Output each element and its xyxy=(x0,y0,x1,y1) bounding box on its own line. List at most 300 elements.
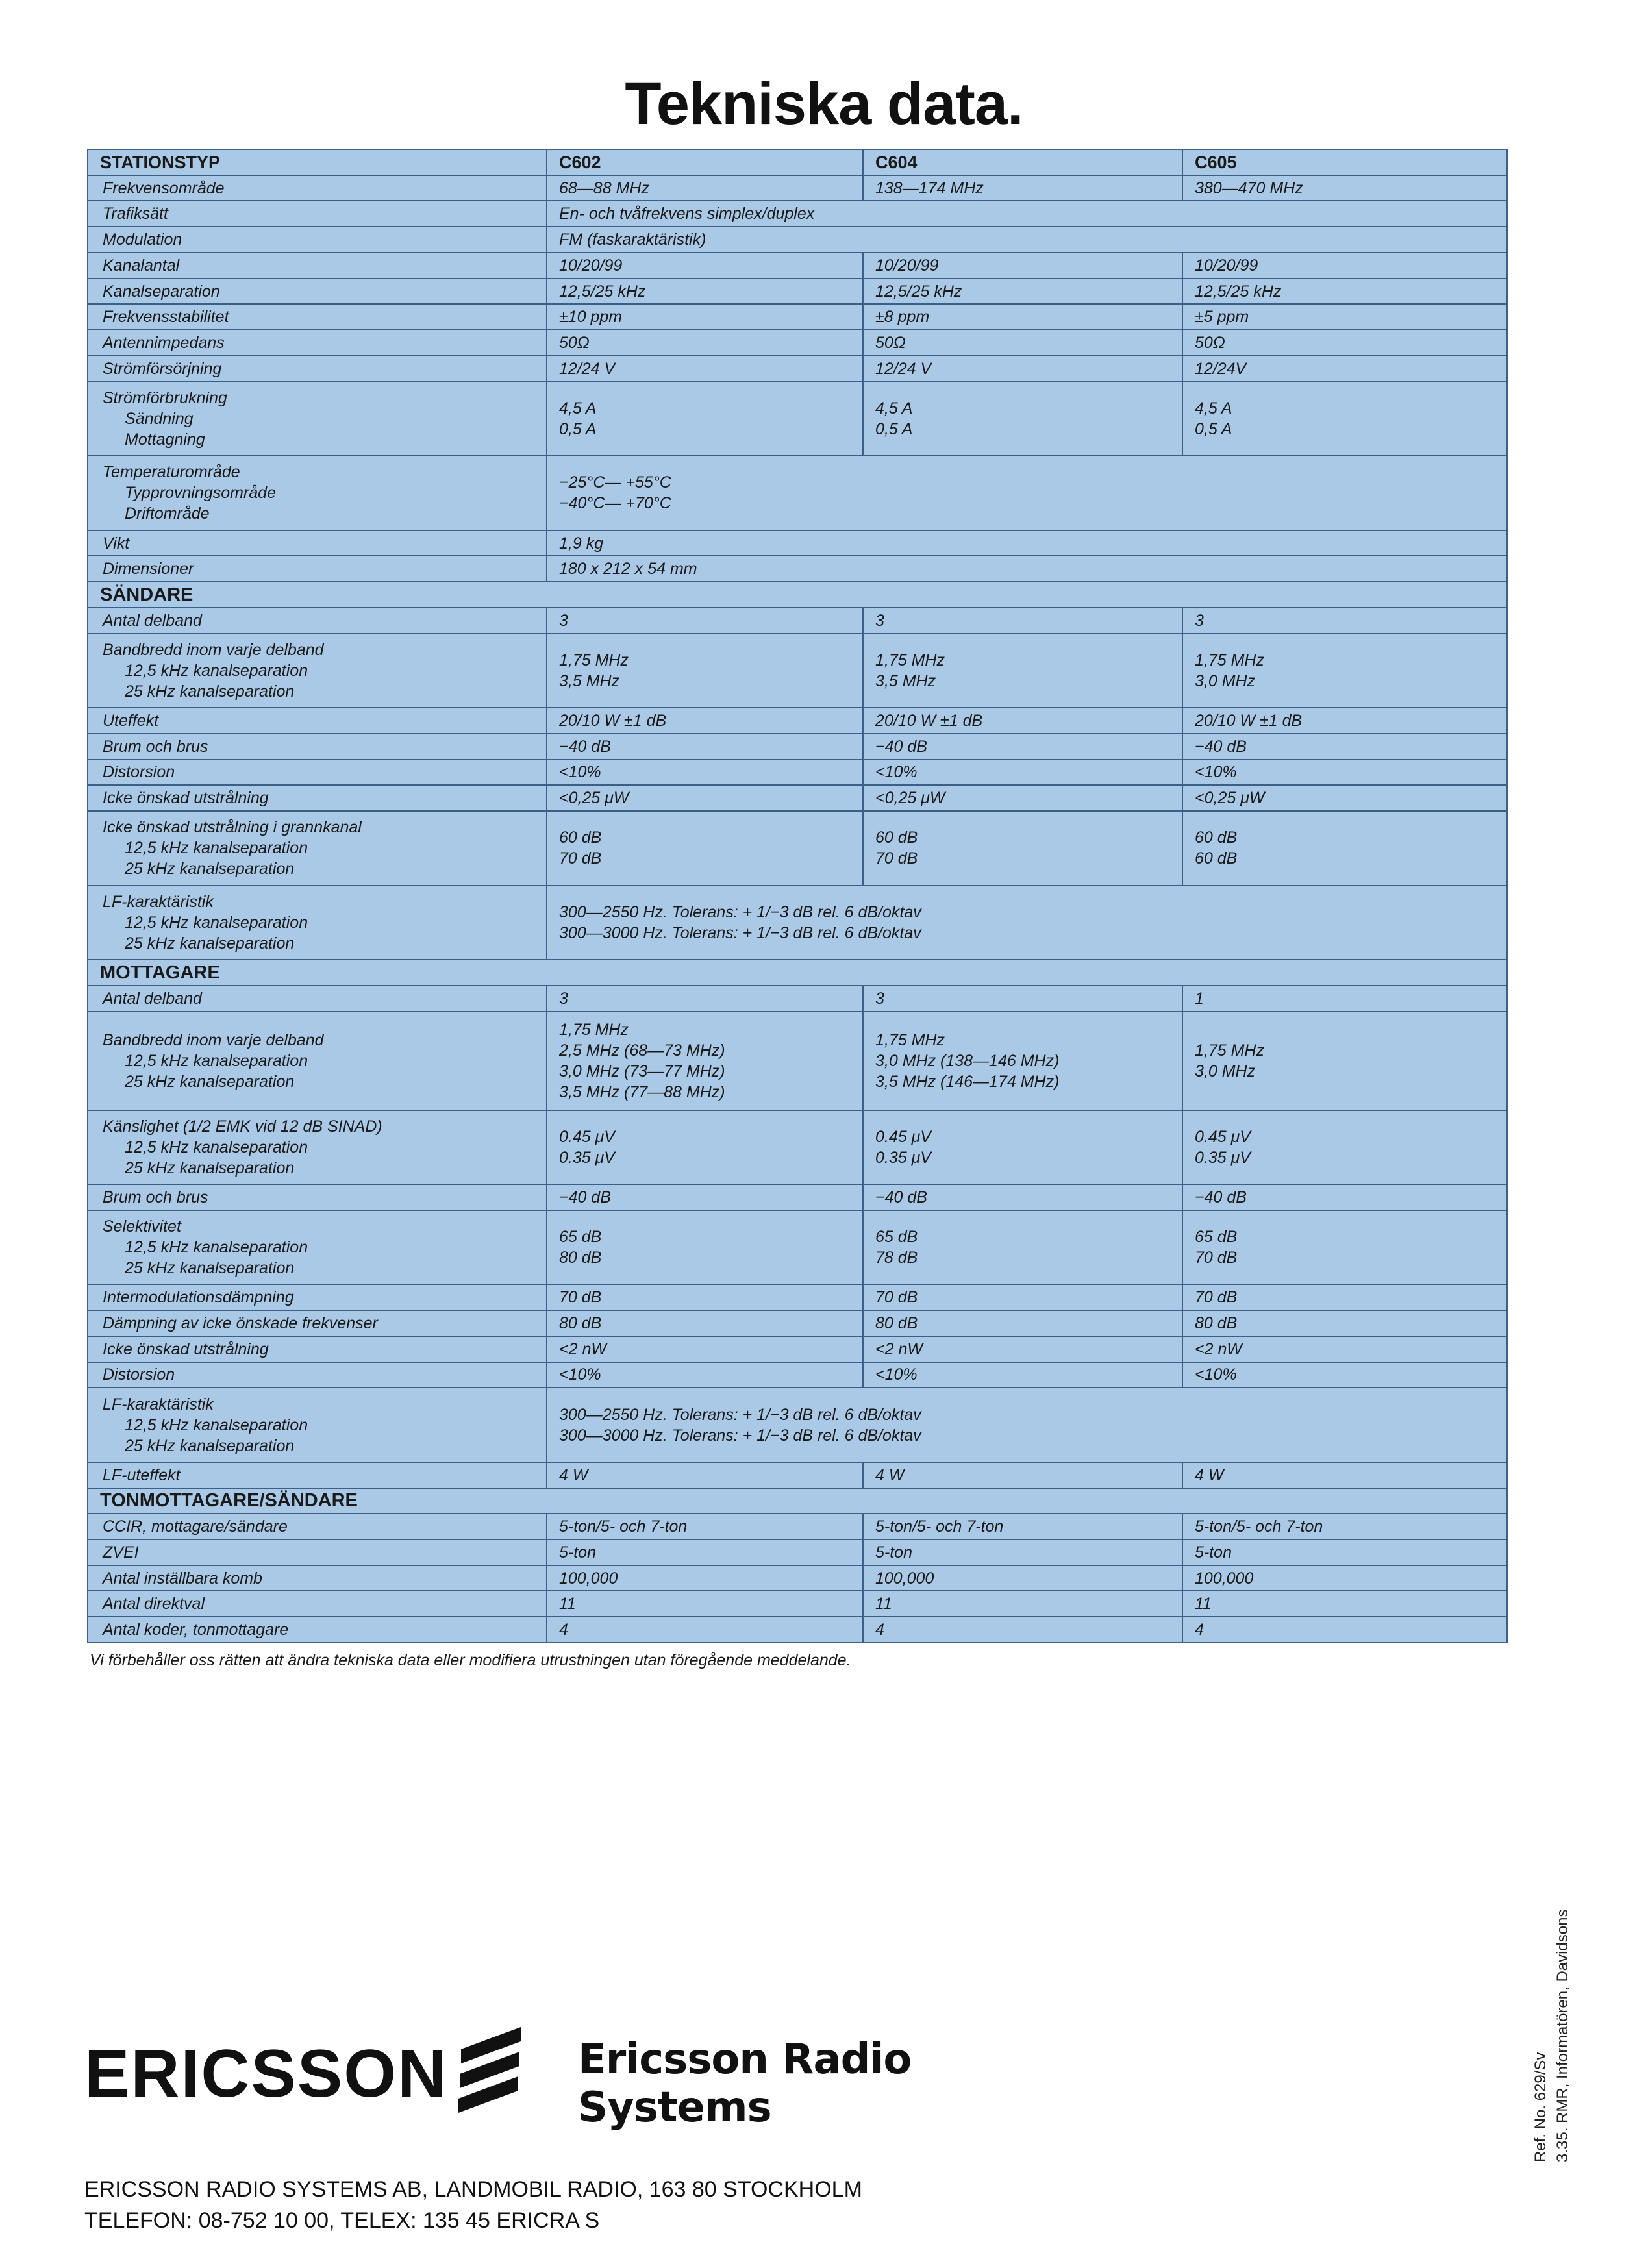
row-label xyxy=(88,734,547,760)
table-cell xyxy=(863,356,1182,382)
label-line: Temperaturområde xyxy=(103,463,240,482)
value-line: 1,75 MHz xyxy=(1195,1041,1264,1060)
value-line: 300—2550 Hz. Tolerans: + 1/−3 dB rel. 6 dB/oktav xyxy=(559,903,921,921)
value-line: 3,0 MHz xyxy=(1195,671,1256,690)
value-line: 65 dB xyxy=(875,1228,918,1247)
label-line: Brum och brus xyxy=(103,737,208,756)
row-label xyxy=(88,811,547,886)
table-cell xyxy=(863,330,1182,356)
table-row xyxy=(88,1565,1507,1591)
value-line: −40°C— +70°C xyxy=(559,494,671,513)
value-line: 3,0 MHz xyxy=(1195,1062,1256,1080)
value-line: 70 dB xyxy=(1195,1288,1238,1307)
label-line: Dämpning av icke önskade frekvenser xyxy=(103,1314,378,1332)
row-label xyxy=(88,330,547,356)
brand-line: Ericsson Radio xyxy=(578,2036,912,2084)
row-label xyxy=(88,1388,547,1462)
value-line: 80 dB xyxy=(559,1249,602,1267)
table-cell xyxy=(863,382,1182,456)
value-line: 70 dB xyxy=(559,1288,602,1307)
value-line: 1,9 kg xyxy=(559,534,604,553)
table-row xyxy=(88,760,1507,786)
row-label xyxy=(88,227,547,253)
value-line: <0,25 μW xyxy=(559,789,629,808)
table-row xyxy=(88,556,1507,582)
sublabel-line: Typprovningsområde xyxy=(125,484,276,503)
table-cell xyxy=(863,1110,1182,1185)
sublabel-line: 12,5 kHz kanalseparation xyxy=(125,1238,308,1257)
table-cell xyxy=(547,279,863,305)
value-line: <10% xyxy=(559,763,601,782)
sublabel-line: 25 kHz kanalseparation xyxy=(125,682,295,701)
table-cell xyxy=(547,556,1507,582)
label-line: LF-karaktäristik xyxy=(103,892,214,911)
ref-line: Ref. No. 629/Sv xyxy=(1532,2052,1549,2162)
table-cell xyxy=(863,253,1182,279)
table-row xyxy=(88,1388,1507,1462)
table-cell xyxy=(547,382,863,456)
brand-line: Systems xyxy=(578,2084,771,2132)
table-cell xyxy=(1182,785,1507,811)
value-line: 5-ton xyxy=(559,1543,596,1562)
table-cell xyxy=(547,734,863,760)
label-line: LF-uteffekt xyxy=(103,1465,181,1484)
table-cell xyxy=(547,304,863,330)
table-row xyxy=(88,175,1507,201)
row-label xyxy=(88,304,547,330)
sublabel-line: Sändning xyxy=(125,409,194,428)
table-cell xyxy=(1182,175,1507,201)
value-line: 3 xyxy=(559,989,568,1008)
value-line: 0.45 μV xyxy=(875,1127,931,1146)
table-cell xyxy=(547,1336,863,1362)
table-cell xyxy=(1182,1110,1507,1185)
label-line: Strömförsörjning xyxy=(103,359,222,378)
table-cell xyxy=(1182,1591,1507,1617)
table-row xyxy=(88,253,1507,279)
value-line: 3,0 MHz (73—77 MHz) xyxy=(559,1062,725,1080)
table-row xyxy=(88,356,1507,382)
value-line: 5-ton/5- och 7-ton xyxy=(559,1517,688,1536)
table-cell xyxy=(863,175,1182,201)
row-label xyxy=(88,1617,547,1643)
table-row xyxy=(88,304,1507,330)
value-line: 1,75 MHz xyxy=(559,651,629,669)
table-cell xyxy=(863,279,1182,305)
label-line: Kanalseparation xyxy=(103,282,220,301)
brand-name xyxy=(578,2036,911,2132)
table-cell xyxy=(547,1210,863,1285)
value-line: −40 dB xyxy=(559,737,611,756)
label-line: Bandbredd inom varje delband xyxy=(103,640,324,659)
value-line: <10% xyxy=(1195,763,1237,782)
label-line: Bandbredd inom varje delband xyxy=(103,1030,324,1049)
value-line: 380—470 MHz xyxy=(1195,179,1303,197)
table-row xyxy=(88,811,1507,886)
value-line: 300—3000 Hz. Tolerans: + 1/−3 dB rel. 6 dB/oktav xyxy=(559,1426,921,1445)
row-label xyxy=(88,1210,547,1285)
value-line: 4 xyxy=(559,1621,568,1639)
label-line: Intermodulationsdämpning xyxy=(103,1288,294,1307)
table-row xyxy=(88,1284,1507,1310)
value-line: 11 xyxy=(875,1595,892,1614)
row-label xyxy=(88,279,547,305)
table-cell xyxy=(1182,1514,1507,1539)
value-line: <2 nW xyxy=(875,1340,923,1358)
table-row xyxy=(88,1110,1507,1185)
table-row xyxy=(88,986,1507,1012)
row-label xyxy=(88,1462,547,1488)
table-cell xyxy=(547,330,863,356)
value-line: 2,5 MHz (68—73 MHz) xyxy=(559,1041,725,1060)
label-line: Icke önskad utstrålning xyxy=(103,1340,269,1358)
table-cell xyxy=(1182,1310,1507,1336)
table-cell xyxy=(1182,608,1507,634)
table-cell xyxy=(547,456,1507,530)
table-cell xyxy=(1182,382,1507,456)
table-row xyxy=(88,734,1507,760)
table-cell xyxy=(1182,1617,1507,1643)
table-cell xyxy=(1182,1462,1507,1488)
table-cell xyxy=(547,608,863,634)
table-cell xyxy=(547,175,863,201)
label-line: LF-karaktäristik xyxy=(103,1395,214,1414)
value-line: −25°C— +55°C xyxy=(559,473,671,492)
sublabel-line: 25 kHz kanalseparation xyxy=(125,1436,295,1455)
value-line: <2 nW xyxy=(559,1340,606,1358)
row-label xyxy=(88,530,547,556)
table-cell xyxy=(547,760,863,786)
value-line: −40 dB xyxy=(559,1188,611,1206)
table-cell xyxy=(1182,634,1507,708)
table-header-row xyxy=(88,149,1507,175)
table-cell xyxy=(547,1462,863,1488)
label-line: Antal delband xyxy=(103,989,202,1008)
table-cell xyxy=(863,304,1182,330)
value-line: 4 W xyxy=(875,1465,905,1484)
value-line: 100,000 xyxy=(1195,1569,1254,1588)
row-label xyxy=(88,201,547,227)
table-cell xyxy=(547,1310,863,1336)
value-line: En- och tvåfrekvens simplex/duplex xyxy=(559,205,815,223)
table-row xyxy=(88,382,1507,456)
table-cell xyxy=(547,634,863,708)
label-line: Icke önskad utstrålning i grannkanal xyxy=(103,818,362,837)
table-cell xyxy=(547,1514,863,1539)
value-line: 12,5/25 kHz xyxy=(1195,282,1282,301)
company-address xyxy=(84,2174,862,2236)
value-line: 80 dB xyxy=(1195,1314,1238,1332)
table-row xyxy=(88,1336,1507,1362)
table-cell xyxy=(1182,986,1507,1012)
section-row xyxy=(88,582,1507,608)
row-label xyxy=(88,1565,547,1591)
reference-number xyxy=(1530,1910,1574,2163)
label-line: Vikt xyxy=(103,534,130,553)
value-line: ±10 ppm xyxy=(559,308,623,327)
table-cell xyxy=(547,1539,863,1565)
sublabel-line: 25 kHz kanalseparation xyxy=(125,1259,295,1278)
value-line: 3,5 MHz (146—174 MHz) xyxy=(875,1072,1060,1091)
address-line: ERICSSON RADIO SYSTEMS AB, LANDMOBIL RADIO, 163 80 STOCKHOLM xyxy=(84,2177,862,2202)
label-line: CCIR, mottagare/sändare xyxy=(103,1517,288,1536)
column-header: C602 xyxy=(547,149,863,175)
table-cell xyxy=(1182,1539,1507,1565)
label-line: Dimensioner xyxy=(103,560,194,579)
table-cell xyxy=(547,201,1507,227)
label-line: Distorsion xyxy=(103,1365,175,1384)
value-line: 10/20/99 xyxy=(1195,256,1258,275)
value-line: 3 xyxy=(1195,611,1204,630)
value-line: 60 dB xyxy=(1195,829,1238,847)
table-cell xyxy=(863,1310,1182,1336)
sublabel-line: 12,5 kHz kanalseparation xyxy=(125,661,308,680)
value-line: 4,5 A xyxy=(1195,399,1232,417)
section-heading: TONMOTTAGARE/SÄNDARE xyxy=(88,1488,1507,1514)
value-line: 5-ton xyxy=(875,1543,912,1562)
value-line: 5-ton xyxy=(1195,1543,1232,1562)
label-line: Frekvensstabilitet xyxy=(103,308,229,327)
table-row xyxy=(88,1539,1507,1565)
value-line: <2 nW xyxy=(1195,1340,1242,1358)
table-cell xyxy=(863,1565,1182,1591)
table-cell xyxy=(1182,811,1507,886)
sublabel-line: 12,5 kHz kanalseparation xyxy=(125,1138,308,1156)
table-cell xyxy=(547,253,863,279)
row-label xyxy=(88,556,547,582)
value-line: 0,5 A xyxy=(559,419,597,438)
value-line: 138—174 MHz xyxy=(875,179,984,197)
row-label xyxy=(88,175,547,201)
table-cell xyxy=(863,1362,1182,1388)
value-line: 1,75 MHz xyxy=(559,1020,629,1039)
value-line: 3,0 MHz (138—146 MHz) xyxy=(875,1051,1060,1070)
row-label xyxy=(88,1110,547,1185)
row-label xyxy=(88,356,547,382)
value-line: 0,5 A xyxy=(875,419,913,438)
section-heading: MOTTAGARE xyxy=(88,960,1507,986)
value-line: −40 dB xyxy=(1195,737,1247,756)
row-label xyxy=(88,1362,547,1388)
label-line: ZVEI xyxy=(103,1543,139,1562)
table-cell xyxy=(1182,279,1507,305)
table-cell xyxy=(1182,1184,1507,1210)
spec-table-body xyxy=(88,149,1507,1643)
sublabel-line: 12,5 kHz kanalseparation xyxy=(125,1415,308,1434)
value-line: 0.35 μV xyxy=(1195,1148,1251,1167)
table-cell xyxy=(547,356,863,382)
table-cell xyxy=(547,1565,863,1591)
value-line: 70 dB xyxy=(875,849,918,868)
value-line: 4 xyxy=(1195,1621,1204,1639)
table-cell xyxy=(863,1336,1182,1362)
label-line: Antal inställbara komb xyxy=(103,1569,262,1588)
value-line: −40 dB xyxy=(875,1188,927,1206)
table-row xyxy=(88,227,1507,253)
value-line: 10/20/99 xyxy=(875,256,939,275)
table-cell xyxy=(547,1591,863,1617)
value-line: 3,5 MHz (77—88 MHz) xyxy=(559,1082,725,1101)
value-line: 5-ton/5- och 7-ton xyxy=(1195,1517,1323,1536)
value-line: 300—3000 Hz. Tolerans: + 1/−3 dB rel. 6 dB/oktav xyxy=(559,923,921,942)
table-cell xyxy=(547,530,1507,556)
row-label xyxy=(88,760,547,786)
table-cell xyxy=(863,1539,1182,1565)
table-cell xyxy=(1182,1284,1507,1310)
table-row xyxy=(88,708,1507,734)
table-cell xyxy=(547,1617,863,1643)
ericsson-logo: ERICSSON xyxy=(84,2036,448,2112)
value-line: 0,5 A xyxy=(1195,419,1232,438)
value-line: <10% xyxy=(875,763,918,782)
value-line: 50Ω xyxy=(1195,334,1225,352)
value-line: 100,000 xyxy=(559,1569,618,1588)
section-row xyxy=(88,960,1507,986)
table-row xyxy=(88,456,1507,530)
sublabel-line: 25 kHz kanalseparation xyxy=(125,934,295,953)
table-cell xyxy=(863,1591,1182,1617)
table-cell xyxy=(547,886,1507,960)
value-line: <0,25 μW xyxy=(1195,789,1265,808)
label-line: Icke önskad utstrålning xyxy=(103,789,269,808)
table-cell xyxy=(1182,734,1507,760)
table-row xyxy=(88,1617,1507,1643)
table-cell xyxy=(547,227,1507,253)
label-line: Trafiksätt xyxy=(103,205,168,223)
table-row xyxy=(88,1591,1507,1617)
label-line: Antal direktval xyxy=(103,1595,205,1614)
table-row xyxy=(88,1184,1507,1210)
ericsson-emblem-icon xyxy=(448,2018,532,2115)
value-line: <10% xyxy=(1195,1365,1237,1384)
table-cell xyxy=(863,1514,1182,1539)
value-line: 12/24 V xyxy=(875,359,932,378)
value-line: 70 dB xyxy=(875,1288,918,1307)
table-row xyxy=(88,785,1507,811)
value-line: 10/20/99 xyxy=(559,256,623,275)
sublabel-line: 25 kHz kanalseparation xyxy=(125,860,295,879)
value-line: 5-ton/5- och 7-ton xyxy=(875,1517,1004,1536)
table-cell xyxy=(1182,253,1507,279)
value-line: 0.35 μV xyxy=(875,1148,931,1167)
column-header: C605 xyxy=(1182,149,1507,175)
spec-table xyxy=(87,149,1508,1643)
value-line: 1 xyxy=(1195,989,1204,1008)
table-cell xyxy=(547,708,863,734)
value-line: 80 dB xyxy=(875,1314,918,1332)
table-cell xyxy=(1182,356,1507,382)
value-line: −40 dB xyxy=(875,737,927,756)
row-label xyxy=(88,1591,547,1617)
ref-line: 3.35. RMR, Informatören, Davidsons xyxy=(1554,1909,1571,2162)
table-cell xyxy=(547,986,863,1012)
table-cell xyxy=(1182,330,1507,356)
table-cell xyxy=(863,634,1182,708)
row-label xyxy=(88,1514,547,1539)
sublabel-line: Driftområde xyxy=(125,505,210,523)
row-label xyxy=(88,986,547,1012)
row-label xyxy=(88,1539,547,1565)
value-line: 68—88 MHz xyxy=(559,179,649,197)
section-heading: SÄNDARE xyxy=(88,582,1507,608)
label-line: Frekvensområde xyxy=(103,179,225,197)
row-label xyxy=(88,1184,547,1210)
table-cell xyxy=(1182,1210,1507,1285)
value-line: 50Ω xyxy=(559,334,590,352)
value-line: 300—2550 Hz. Tolerans: + 1/−3 dB rel. 6 dB/oktav xyxy=(559,1405,921,1424)
value-line: 4,5 A xyxy=(875,399,913,417)
value-line: 20/10 W ±1 dB xyxy=(1195,712,1303,730)
row-label xyxy=(88,1310,547,1336)
table-cell xyxy=(863,785,1182,811)
label-line: Uteffekt xyxy=(103,712,159,730)
value-line: 12,5/25 kHz xyxy=(559,282,646,301)
label-line: Känslighet (1/2 EMK vid 12 dB SINAD) xyxy=(103,1117,382,1136)
table-cell xyxy=(547,1388,1507,1462)
value-line: 4 xyxy=(875,1621,884,1639)
row-label xyxy=(88,456,547,530)
row-label xyxy=(88,608,547,634)
table-cell xyxy=(1182,1012,1507,1110)
table-cell xyxy=(863,1284,1182,1310)
address-line: TELEFON: 08-752 10 00, TELEX: 135 45 ERICRA S xyxy=(84,2208,600,2233)
value-line: <0,25 μW xyxy=(875,789,945,808)
row-label xyxy=(88,634,547,708)
label-line: Antennimpedans xyxy=(103,334,225,352)
table-row xyxy=(88,279,1507,305)
table-row xyxy=(88,530,1507,556)
value-line: 20/10 W ±1 dB xyxy=(559,712,667,730)
table-row xyxy=(88,1514,1507,1539)
table-row xyxy=(88,1012,1507,1110)
value-line: 11 xyxy=(559,1595,576,1614)
row-label xyxy=(88,886,547,960)
value-line: 4,5 A xyxy=(559,399,597,417)
table-cell xyxy=(547,1110,863,1185)
value-line: 50Ω xyxy=(875,334,906,352)
value-line: 60 dB xyxy=(875,829,918,847)
value-line: 60 dB xyxy=(559,829,602,847)
section-row xyxy=(88,1488,1507,1514)
column-header: C604 xyxy=(863,149,1182,175)
value-line: 0.45 μV xyxy=(559,1127,615,1146)
value-line: 11 xyxy=(1195,1595,1212,1614)
sublabel-line: 25 kHz kanalseparation xyxy=(125,1158,295,1177)
table-row xyxy=(88,886,1507,960)
value-line: 12,5/25 kHz xyxy=(875,282,962,301)
value-line: 180 x 212 x 54 mm xyxy=(559,560,697,579)
table-cell xyxy=(863,760,1182,786)
value-line: <10% xyxy=(875,1365,918,1384)
value-line: 4 W xyxy=(1195,1465,1224,1484)
value-line: ±5 ppm xyxy=(1195,308,1249,327)
value-line: 3,5 MHz xyxy=(559,671,620,690)
value-line: ±8 ppm xyxy=(875,308,930,327)
disclaimer: Vi förbehåller oss rätten att ändra tekniska data eller modifiera utrustningen utan föregående meddelande. xyxy=(90,1651,851,1669)
table-cell xyxy=(1182,1336,1507,1362)
table-cell xyxy=(1182,1362,1507,1388)
value-line: <10% xyxy=(559,1365,601,1384)
row-label xyxy=(88,253,547,279)
value-line: 65 dB xyxy=(1195,1228,1238,1247)
table-cell xyxy=(863,708,1182,734)
label-line: Antal delband xyxy=(103,611,202,630)
row-label xyxy=(88,1336,547,1362)
value-line: 12/24V xyxy=(1195,359,1247,378)
page-title: Tekniska data. xyxy=(625,71,1023,137)
table-cell xyxy=(1182,304,1507,330)
table-cell xyxy=(863,811,1182,886)
